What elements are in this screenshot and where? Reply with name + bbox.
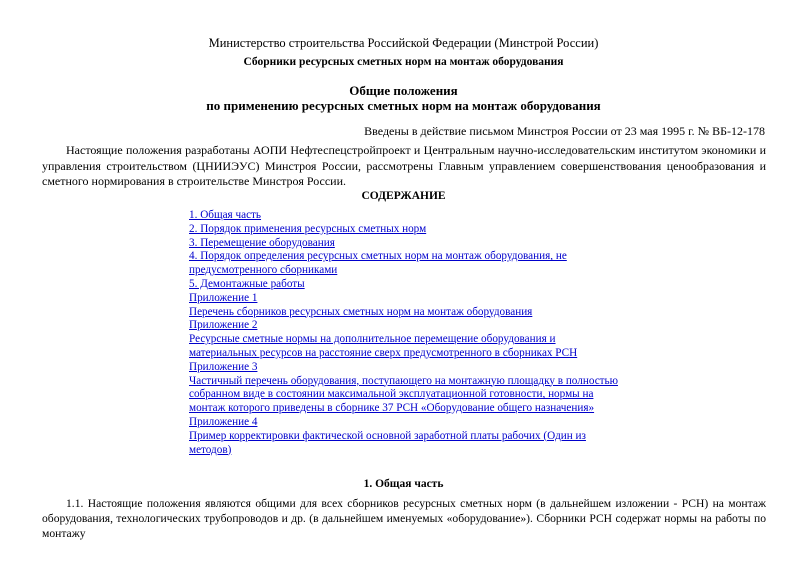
section-1-heading: 1. Общая часть (363, 478, 444, 490)
toc-link-appendix-3[interactable]: Приложение 3 (189, 360, 258, 373)
table-of-contents (189, 209, 619, 457)
document-title-line-2: по применению ресурсных сметных норм на монтаж оборудования (206, 98, 601, 113)
toc-item (189, 278, 619, 292)
toc-item (189, 361, 619, 375)
toc-item (189, 375, 619, 416)
toc-link-appendix-2[interactable]: Приложение 2 (189, 319, 258, 332)
toc-item (189, 416, 619, 430)
toc-item (189, 223, 619, 237)
enactment-note: Введены в действие письмом Минстроя России от 23 мая 1995 г. № ВБ-12-178 (364, 124, 765, 138)
toc-item (189, 306, 619, 320)
toc-link-appendix-4[interactable]: Приложение 4 (189, 415, 258, 428)
toc-link-dismantling[interactable]: 5. Демонтажные работы (189, 277, 305, 290)
toc-link-norm-determination[interactable]: 4. Порядок определения ресурсных сметных норм на монтаж оборудования, не предусмотренного сборниками (189, 250, 567, 277)
ministry-name: Министерство строительства Российской Федерации (Минстрой России) (208, 36, 599, 50)
toc-item (189, 319, 619, 333)
toc-item (189, 292, 619, 306)
document-title-line-1: Общие положения (349, 83, 458, 98)
toc-item (189, 333, 619, 361)
toc-link-appendix-1[interactable]: Приложение 1 (189, 291, 258, 304)
toc-link-equipment-transfer[interactable]: 3. Перемещение оборудования (189, 236, 335, 249)
toc-item (189, 237, 619, 251)
toc-link-appendix-1-title[interactable]: Перечень сборников ресурсных сметных норм на монтаж оборудования (189, 305, 533, 318)
toc-item (189, 250, 619, 278)
intro-paragraph: Настоящие положения разработаны АОПИ Нефтеспецстройпроект и Центральным научно-исследовательским институтом экономики и управления строительством (ЦНИИЭУС) Минстроя России, рассмотрены Главным управлением совершенствования ценообразования и сметного нормирования в строительстве Минстроя России. (42, 143, 766, 188)
toc-heading: СОДЕРЖАНИЕ (361, 190, 446, 202)
document-title (0, 83, 807, 113)
toc-link-appendix-3-title[interactable]: Частичный перечень оборудования, поступающего на монтажную площадку в полностью собранном виде в состоянии максимальной эксплуатационной готовности, нормы на монтаж которого приведены в сборнике 37 РСН «Оборудование общего назначения» (189, 374, 619, 415)
toc-link-appendix-2-title[interactable]: Ресурсные сметные нормы на дополнительное перемещение оборудования и материальных ресурсов на расстояние сверх предусмотренного в сборниках РСН (189, 333, 578, 359)
collection-title: Сборники ресурсных сметных норм на монтаж оборудования (243, 56, 564, 68)
toc-link-application-procedure[interactable]: 2. Порядок применения ресурсных сметных норм (189, 222, 427, 235)
toc-link-general-part[interactable]: 1. Общая часть (189, 209, 262, 221)
toc-link-appendix-4-title[interactable]: Пример корректировки фактической основной заработной платы рабочих (Один из методов) (189, 429, 586, 456)
toc-item (189, 430, 619, 458)
toc-item (189, 209, 619, 223)
section-1-paragraph: 1.1. Настоящие положения являются общими для всех сборников ресурсных сметных норм (в дальнейшем изложении - РСН) на монтаж оборудования, технологических трубопроводов и др. (в дальнейшем именуемых «оборудование»). Сборники РСН содержат нормы на работы по монтажу (42, 497, 766, 540)
